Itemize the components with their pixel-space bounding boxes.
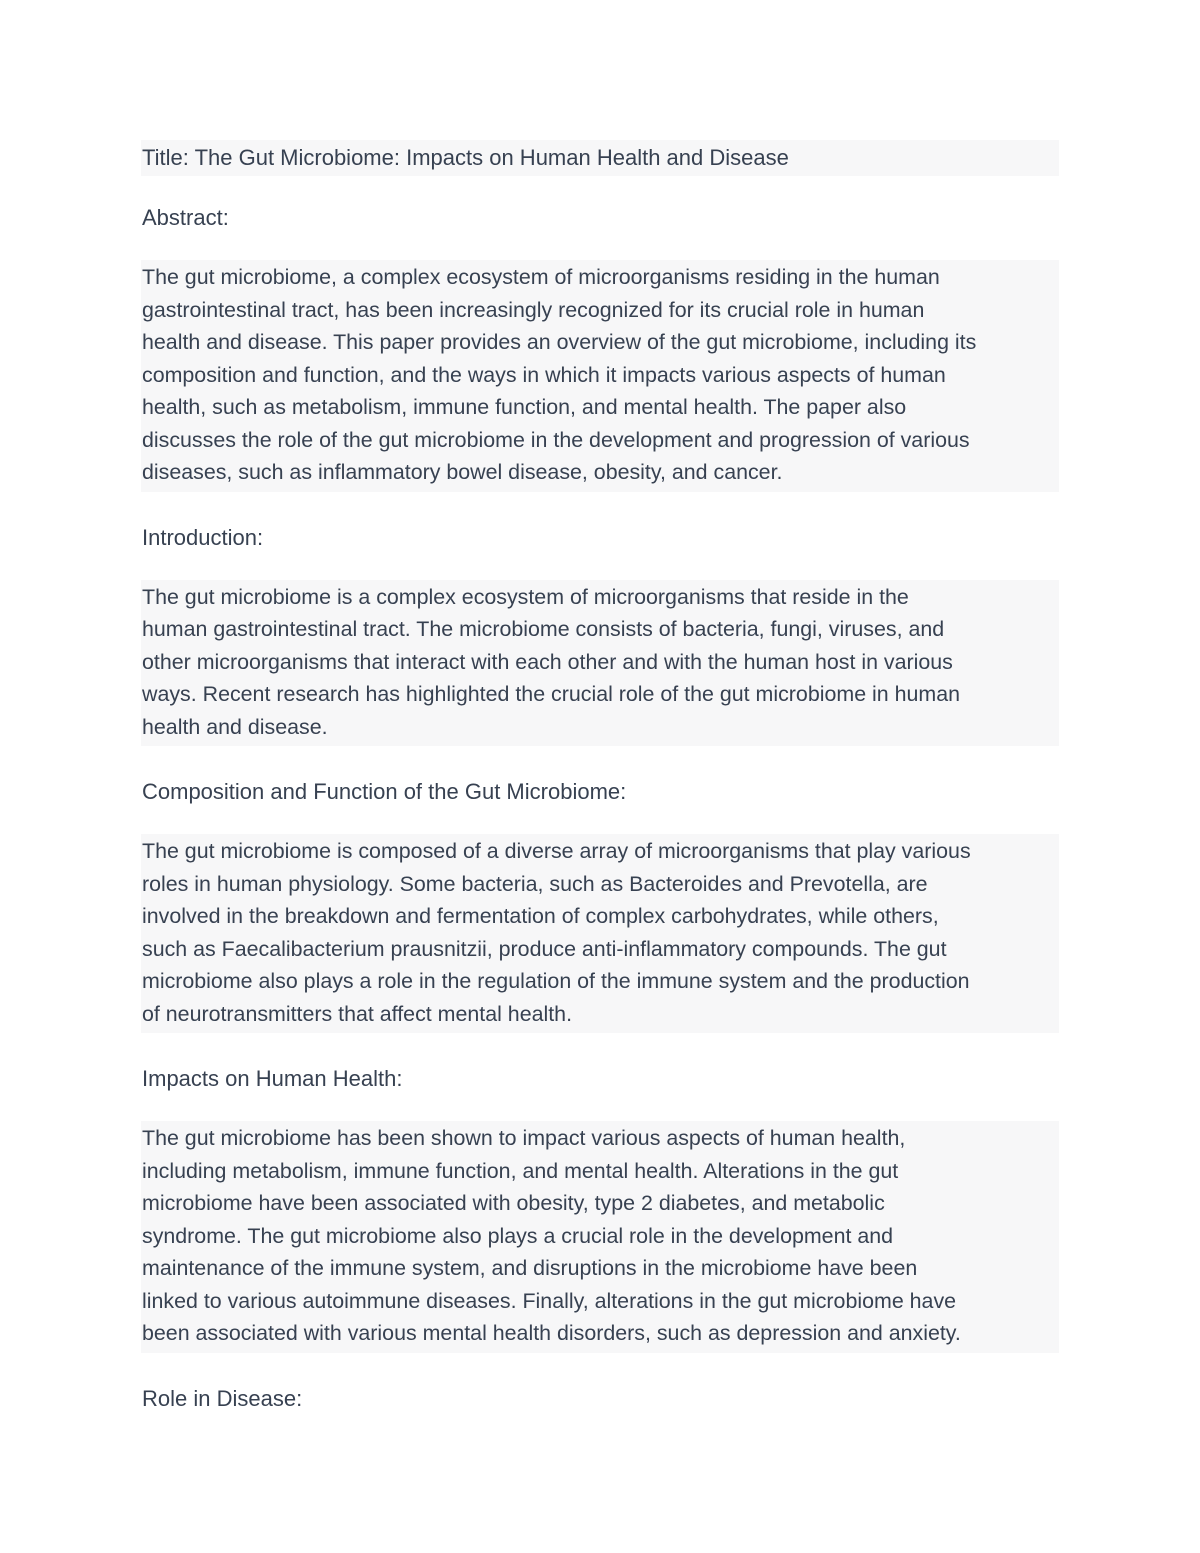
paragraph-line: of neurotransmitters that affect mental health. xyxy=(142,1001,573,1026)
section-heading-introduction: Introduction: xyxy=(142,524,264,550)
document-title: Title: The Gut Microbiome: Impacts on Human Health and Disease xyxy=(141,140,1059,176)
paragraph-line: microbiome have been associated with obesity, type 2 diabetes, and metabolic xyxy=(142,1191,885,1215)
section-heading-role-in-disease: Role in Disease: xyxy=(142,1385,303,1411)
paragraph-line: health, such as metabolism, immune function, and mental health. The paper also xyxy=(142,395,907,419)
section-heading-abstract: Abstract: xyxy=(142,205,229,230)
impacts-paragraph xyxy=(141,1121,1059,1353)
document-page xyxy=(141,140,1059,1415)
paragraph-line: gastrointestinal tract, has been increasingly recognized for its crucial role in human xyxy=(142,297,925,322)
paragraph-line: been associated with various mental health disorders, such as depression and anxiety. xyxy=(142,1321,961,1345)
paragraph-line: linked to various autoimmune diseases. Finally, alterations in the gut microbiome have xyxy=(142,1288,957,1313)
paragraph-line: maintenance of the immune system, and disruptions in the microbiome have been xyxy=(142,1256,918,1280)
section-heading-composition: Composition and Function of the Gut Microbiome: xyxy=(142,779,627,804)
paragraph-line: ways. Recent research has highlighted the crucial role of the gut microbiome in human xyxy=(142,682,961,706)
paragraph-line: human gastrointestinal tract. The microbiome consists of bacteria, fungi, viruses, and xyxy=(142,617,945,641)
paragraph-line: microbiome also plays a role in the regulation of the immune system and the production xyxy=(142,969,970,993)
paragraph-line: health and disease. This paper provides an overview of the gut microbiome, including its xyxy=(142,330,977,354)
paragraph-line: The gut microbiome is a complex ecosystem of microorganisms that reside in the xyxy=(142,584,909,609)
paragraph-line: roles in human physiology. Some bacteria, such as Bacteroides and Prevotella, are xyxy=(142,871,928,896)
introduction-paragraph xyxy=(141,580,1059,747)
paragraph-line: The gut microbiome is composed of a diverse array of microorganisms that play various xyxy=(142,839,971,863)
paragraph-line: syndrome. The gut microbiome also plays a crucial role in the development and xyxy=(142,1223,894,1248)
paragraph-line: such as Faecalibacterium prausnitzii, produce anti-inflammatory compounds. The gut xyxy=(142,936,947,961)
paragraph-line: involved in the breakdown and fermentation of complex carbohydrates, while others, xyxy=(142,904,939,928)
paragraph-line: The gut microbiome, a complex ecosystem of microorganisms residing in the human xyxy=(142,265,940,289)
paragraph-line: discusses the role of the gut microbiome in the development and progression of various xyxy=(142,427,970,452)
section-heading-impacts: Impacts on Human Health: xyxy=(142,1066,403,1091)
paragraph-line: The gut microbiome has been shown to impact various aspects of human health, xyxy=(142,1126,906,1150)
composition-paragraph xyxy=(141,834,1059,1033)
paragraph-line: composition and function, and the ways in which it impacts various aspects of human xyxy=(142,362,946,387)
abstract-paragraph xyxy=(141,260,1059,492)
paragraph-line: health and disease. xyxy=(142,714,328,739)
paragraph-line: other microorganisms that interact with each other and with the human host in various xyxy=(142,649,953,674)
paragraph-line: including metabolism, immune function, and mental health. Alterations in the gut xyxy=(142,1158,899,1183)
paragraph-line: diseases, such as inflammatory bowel disease, obesity, and cancer. xyxy=(142,460,783,484)
